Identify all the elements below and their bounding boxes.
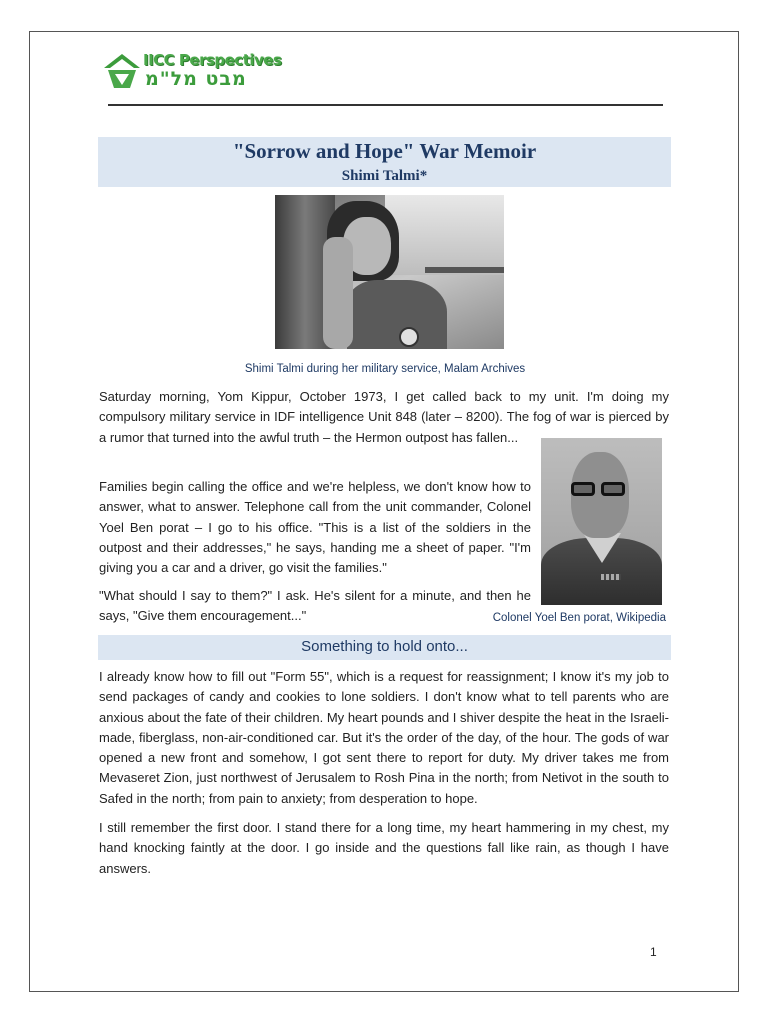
paragraph-5: I still remember the first door. I stand there for a long time, my heart hammering in my chest, my hand knocking faintly at the door. I go inside and the questions fall like rain, as though I have answers. [99, 820, 669, 876]
title-block [98, 137, 671, 187]
logo-house-icon [102, 52, 142, 92]
photo2-caption: Colonel Yoel Ben porat, Wikipedia [492, 612, 666, 624]
photo1-caption: Shimi Talmi during her military service, Malam Archives [244, 363, 526, 375]
photo-yoel-ben-porat [541, 438, 662, 605]
logo-text-english: IICC Perspectives [143, 51, 282, 69]
paragraph-3: "What should I say to them?" I ask. He's silent for a minute, and then he says, "Give them encouragement..." [99, 588, 531, 624]
section-heading-band [98, 635, 671, 660]
photo-shimi-talmi [275, 195, 504, 349]
logo [102, 50, 282, 94]
article-title: "Sorrow and Hope" War Memoir [232, 139, 537, 163]
page-number: 1 [650, 945, 657, 959]
paragraph-1: Saturday morning, Yom Kippur, October 1973, I get called back to my unit. I'm doing my compulsory military service in IDF intelligence Unit 848 (later – 8200). The fog of war is pierced by a rumor that turned into the awful truth – the Hermon outpost has fallen... [99, 389, 669, 445]
section-heading: Something to hold onto... [301, 638, 468, 655]
paragraph-2: Families begin calling the office and we're helpless, we don't know how to answer, what to answer. Telephone call from the unit commander, Colonel Yoel Ben porat – I go to his office. "This is a list of the soldiers in the outpost and their addresses," he says, handing me a sheet of paper. "I'm giving you a car and a driver, go visit the families." [99, 479, 531, 576]
article-author: Shimi Talmi* [341, 168, 428, 184]
paragraph-4: I already know how to fill out "Form 55", which is a request for reassignment; I know it's my job to send packages of candy and cookies to lone soldiers. I don't know what to tell parents who are anxious about the fate of their children. My heart pounds and I shiver despite the heat in the Israeli-made, fiberglass, non-air-conditioned car. But it's the order of the day, of the hour. The gods of war opened a new front and somehow, I got sent there to report for duty. My driver takes me from Mevaseret Zion, just northwest of Jerusalem to Rosh Pina in the north; from Netivot in the south to Safed in the north; from pain to anxiety; from desperation to hope. [99, 669, 669, 806]
logo-text-hebrew: מבט מל"מ [145, 68, 247, 90]
header-divider [108, 104, 663, 106]
